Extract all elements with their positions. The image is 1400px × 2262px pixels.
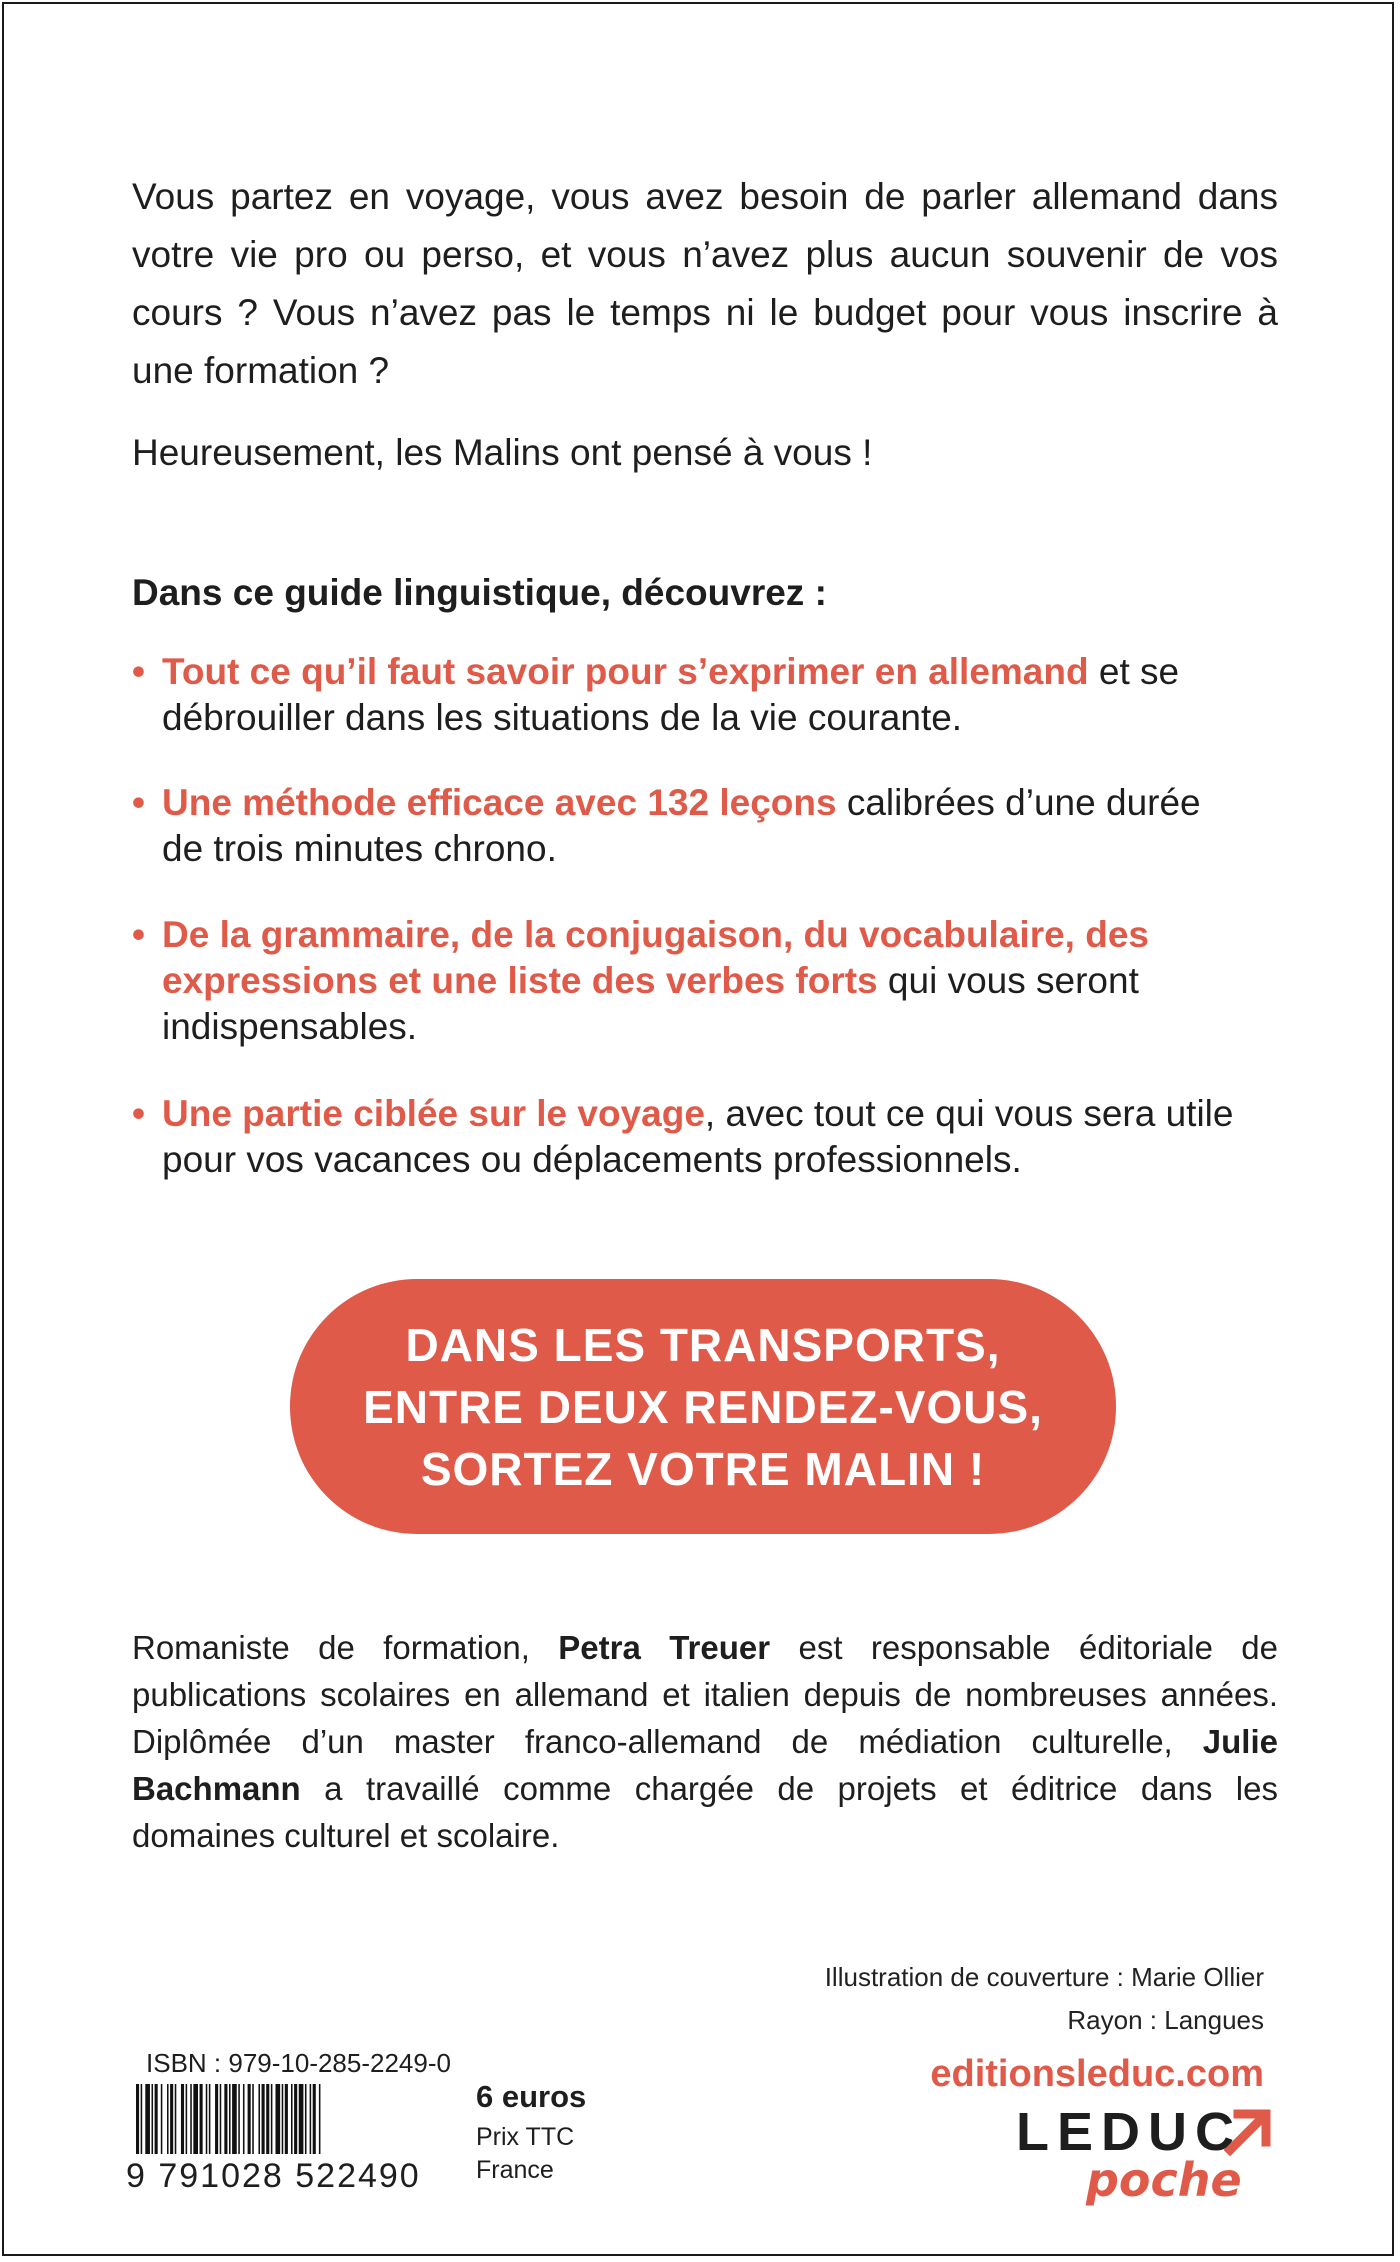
intro-paragraph-2: Heureusement, les Malins ont pensé à vous ! [132,432,873,473]
slogan-banner [290,1279,1116,1534]
slogan-line-2: ENTRE DEUX RENDEZ-VOUS, [363,1380,1043,1433]
price-country: France [476,2156,554,2184]
bio-text: a travaillé comme chargée de projets et éditrice dans les domaines culturel et scolaire. [132,1770,1278,1854]
author-bio [132,1624,1278,1859]
bullet-icon: • [132,1093,145,1134]
bullet-highlight: Tout ce qu’il faut savoir pour s’exprimer en allemand [162,651,1089,692]
publisher-logo [1016,2102,1276,2222]
guide-heading: Dans ce guide linguistique, découvrez : [132,572,827,613]
bullet-text: et se débrouiller dans les situations de la vie courante. [162,651,1180,738]
barcode-icon [132,2084,462,2154]
logo-sub-text: poche [1086,2153,1242,2207]
back-cover [2,2,1394,2256]
bio-text: est responsable éditoriale de publications scolaires en allemand et italien depuis de nombreuses années. Diplômée d’un master franco-allemand de médiation culturelle, [132,1629,1279,1760]
isbn-label: ISBN : 979-10-285-2249-0 [146,2048,451,2078]
publisher-website[interactable]: editionsleduc.com [930,2053,1264,2095]
bullet-text: , avec tout ce qui vous sera utile pour vos vacances ou déplacements professionnels. [162,1093,1234,1180]
bullet-highlight: De la grammaire, de la conjugaison, du vocabulaire, des expressions et une liste des verbes forts [162,914,1149,1001]
list-item [132,649,1252,741]
bullet-highlight: Une méthode efficace avec 132 leçons [162,782,837,823]
rayon-label: Rayon : Langues [1067,2005,1264,2035]
slogan-line-1: DANS LES TRANSPORTS, [405,1318,1001,1371]
arrow-up-right-icon [1224,2108,1272,2156]
bio-text: Romaniste de formation, [132,1629,559,1666]
barcode-digits: 9 791028 522490 [126,2157,421,2195]
bullet-icon: • [132,914,145,955]
bullet-icon: • [132,651,145,692]
slogan-line-3: SORTEZ VOTRE MALIN ! [420,1442,986,1495]
list-item [132,912,1252,1050]
bullet-text: qui vous seront indispensables. [162,960,1139,1047]
price-amount: 6 euros [476,2079,587,2114]
list-item [132,780,1252,872]
list-item [132,1091,1252,1183]
author-name: Petra Treuer [558,1629,771,1666]
logo-main-text: LEDUC [1016,2102,1242,2162]
author-name: Julie Bachmann [132,1723,1278,1807]
price-note: Prix TTC [476,2123,575,2151]
bullet-text: calibrées d’une durée de trois minutes chrono. [162,782,1201,869]
bullet-highlight: Une partie ciblée sur le voyage [162,1093,705,1134]
bullet-icon: • [132,782,145,823]
intro-paragraph-1: Vous partez en voyage, vous avez besoin de parler allemand dans votre vie pro ou perso, et vous n’avez plus aucun souvenir de vos cours ? Vous n’avez pas le temps ni le budget pour vous inscrire à une formation ? [132,176,1278,391]
illustration-credit: Illustration de couverture : Marie Ollier [824,1962,1264,1992]
